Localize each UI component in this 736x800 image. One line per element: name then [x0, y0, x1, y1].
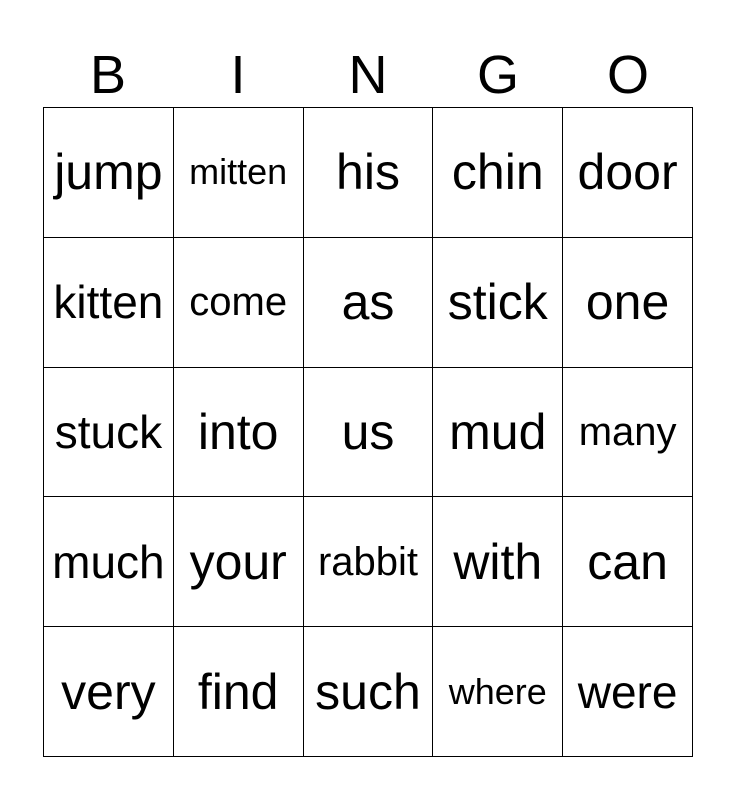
- bingo-cell[interactable]: stick: [433, 238, 563, 368]
- bingo-cell[interactable]: stuck: [44, 368, 174, 498]
- bingo-cell[interactable]: where: [433, 627, 563, 757]
- bingo-cell[interactable]: were: [563, 627, 693, 757]
- bingo-cell[interactable]: with: [433, 497, 563, 627]
- bingo-cell[interactable]: chin: [433, 108, 563, 238]
- bingo-cell[interactable]: find: [174, 627, 304, 757]
- bingo-cell[interactable]: kitten: [44, 238, 174, 368]
- bingo-cell[interactable]: us: [304, 368, 434, 498]
- bingo-header: [43, 42, 693, 108]
- bingo-cell[interactable]: as: [304, 238, 434, 368]
- bingo-cell[interactable]: his: [304, 108, 434, 238]
- bingo-cell[interactable]: many: [563, 368, 693, 498]
- bingo-cell[interactable]: door: [563, 108, 693, 238]
- bingo-grid: [43, 107, 693, 757]
- bingo-cell[interactable]: your: [174, 497, 304, 627]
- bingo-cell[interactable]: such: [304, 627, 434, 757]
- bingo-cell[interactable]: rabbit: [304, 497, 434, 627]
- bingo-cell[interactable]: can: [563, 497, 693, 627]
- header-letter-g: G: [476, 45, 519, 105]
- header-letter-b: B: [89, 45, 127, 105]
- bingo-cell[interactable]: one: [563, 238, 693, 368]
- bingo-cell[interactable]: into: [174, 368, 304, 498]
- bingo-cell[interactable]: mud: [433, 368, 563, 498]
- bingo-cell[interactable]: mitten: [174, 108, 304, 238]
- bingo-cell[interactable]: much: [44, 497, 174, 627]
- header-letter-n: N: [348, 45, 388, 105]
- bingo-cell[interactable]: jump: [44, 108, 174, 238]
- bingo-cell[interactable]: come: [174, 238, 304, 368]
- header-letter-i: I: [230, 45, 246, 105]
- bingo-cell[interactable]: very: [44, 627, 174, 757]
- header-letter-o: O: [606, 45, 649, 105]
